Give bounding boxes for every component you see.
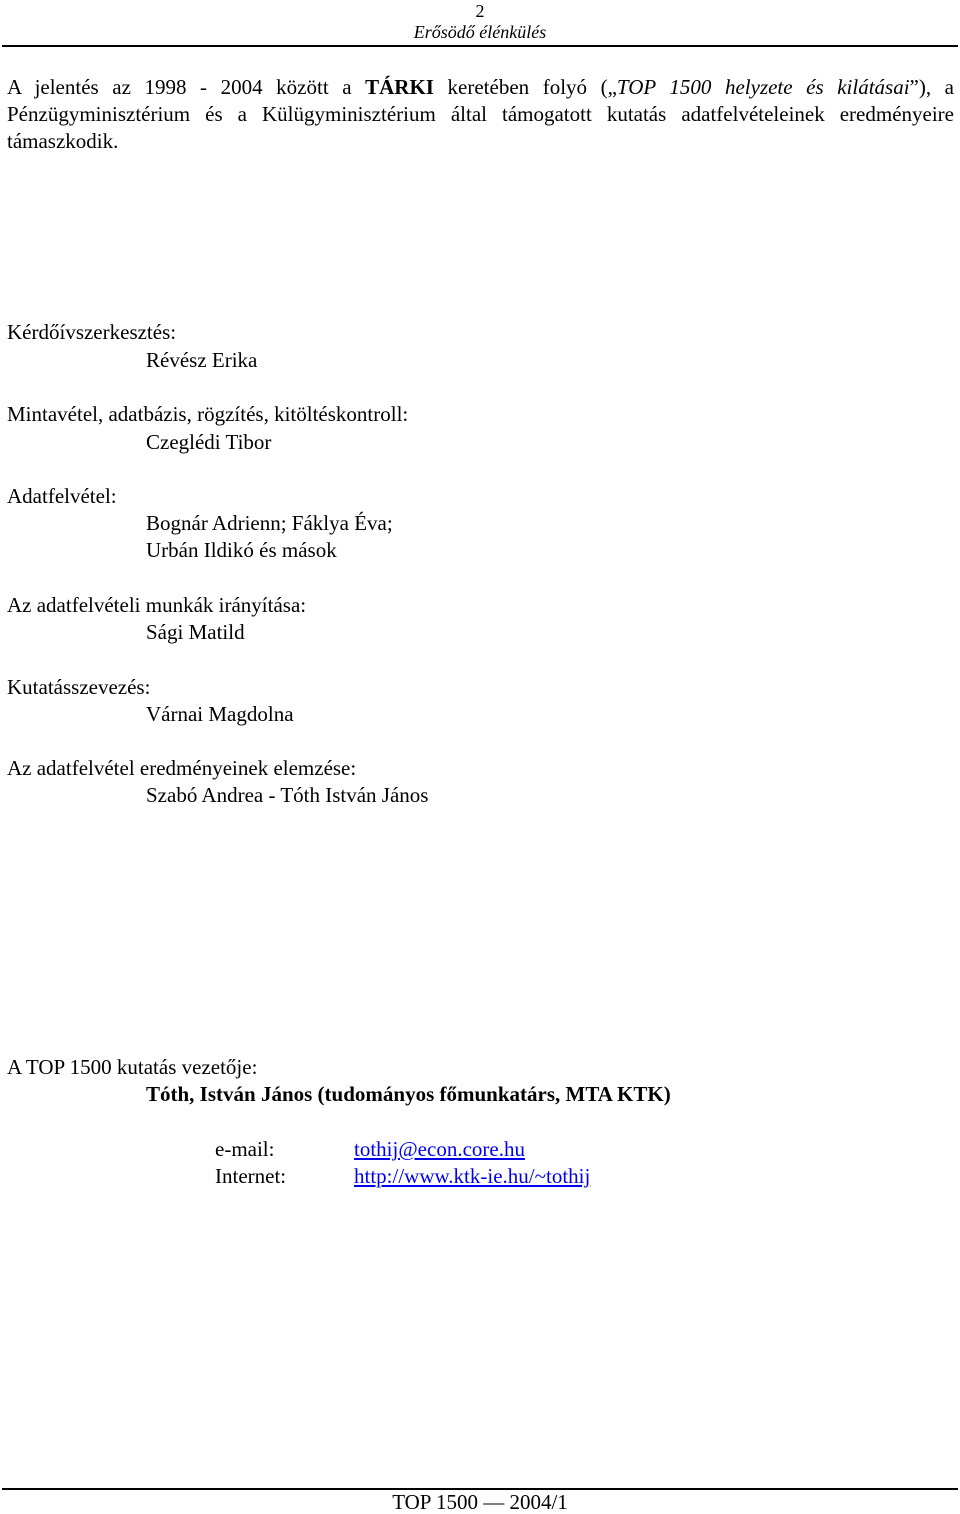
credit-value-questionnaire: Révész Erika (146, 348, 258, 372)
website-link[interactable]: http://www.ktk-ie.hu/~tothij (354, 1164, 591, 1188)
leader-name: Tóth, István János (tudományos főmunkatárs, MTA KTK) (146, 1082, 671, 1106)
intro-text-3: ”), a Pénzügyminisztérium és a Külügyminisztérium által támogatott kutatás adatfelvételeinek eredményeire támaszkodik. (7, 75, 954, 153)
intro-project: TOP 1500 helyzete és kilátásai (616, 75, 910, 99)
credit-value-sampling: Czeglédi Tibor (146, 430, 272, 454)
internet-label: Internet: (215, 1164, 287, 1188)
intro-paragraph (7, 74, 954, 155)
credit-value-fieldwork-management: Sági Matild (146, 620, 245, 644)
header-rule (2, 45, 958, 47)
credit-label-fieldwork: Adatfelvétel: (7, 484, 117, 508)
credit-label-questionnaire: Kérdőívszerkesztés: (7, 320, 177, 344)
credit-value-analysis: Szabó Andrea - Tóth István János (146, 783, 429, 807)
credit-value-organization: Várnai Magdolna (146, 702, 294, 726)
credit-value-fieldwork: Bognár Adrienn; Fáklya Éva; (146, 511, 393, 535)
email-link[interactable]: tothij@econ.core.hu (354, 1137, 525, 1161)
leader-label: A TOP 1500 kutatás vezetője: (7, 1055, 258, 1079)
credit-label-analysis: Az adatfelvétel eredményeinek elemzése: (7, 756, 357, 780)
intro-text-1: A jelentés az 1998 - 2004 között a (7, 75, 366, 99)
credit-label-fieldwork-management: Az adatfelvételi munkák irányítása: (7, 593, 307, 617)
intro-org: TÁRKI (365, 75, 434, 99)
credit-value-fieldwork-2: Urbán Ildikó és mások (146, 538, 337, 562)
footer-text: TOP 1500 — 2004/1 (392, 1490, 568, 1514)
credit-label-sampling: Mintavétel, adatbázis, rögzítés, kitöltéskontroll: (7, 402, 409, 426)
credit-label-organization: Kutatásszevezés: (7, 675, 151, 699)
page-number: 2 (475, 1, 485, 21)
email-label: e-mail: (215, 1137, 275, 1161)
intro-text-2: keretében folyó („ (433, 75, 617, 99)
running-title: Erősödő élénkülés (413, 22, 547, 42)
